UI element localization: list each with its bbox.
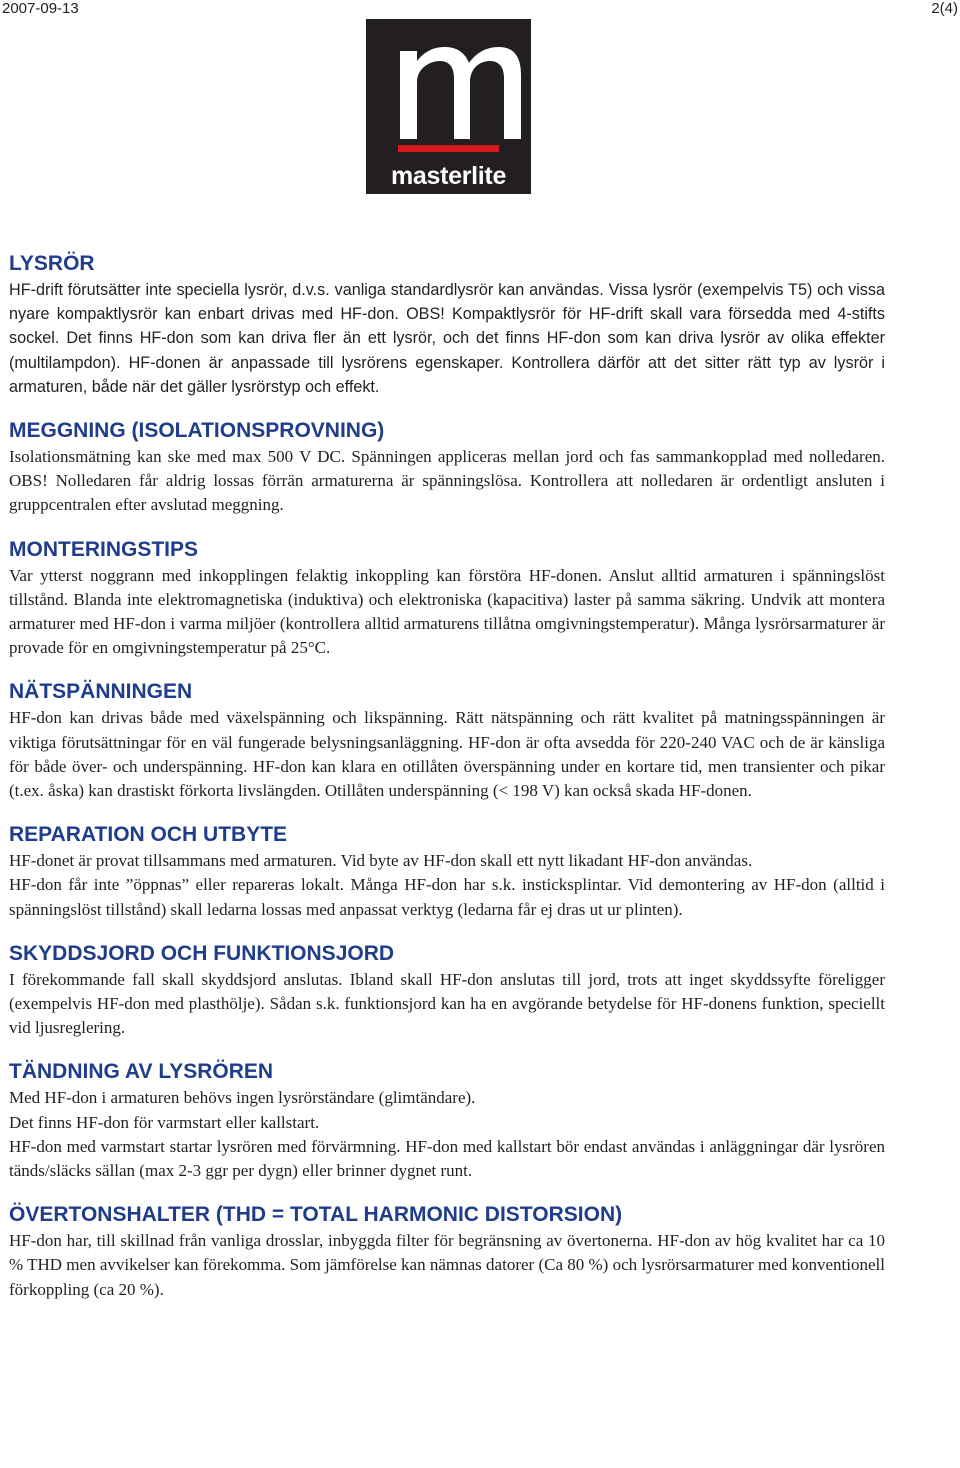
section-skyddsjord [9,942,885,1041]
section-title: MEGGNING (ISOLATIONSPROVNING) [9,419,385,443]
section-tandning [9,1060,885,1183]
section-meggning [9,419,885,518]
document-body [9,252,885,1322]
section-paragraph: Med HF-don i armaturen behövs ingen lysrörständare (glimtändare). [9,1088,476,1108]
section-overtonshalter [9,1203,885,1302]
section-title: MONTERINGSTIPS [9,537,199,561]
section-paragraph: HF-drift förutsätter inte speciella lysrör, d.v.s. vanliga standardlysrör kan användas. Vissa lysrör (exempelvis T5) och vissa nyare kompaktlysrör kan enbart drivas med HF-don. OBS! Kompaktlysrör för HF-drift skall vara försedda med 4-stifts sockel. Det finns HF-don som kan driva fler än ett lysrör, och det finns HF-don som kan driva lysrör av olika effekter (multilampdon). HF-donen är anpassade till lysrörens egenskaper. Kontrollera därför att det sitter rätt typ av lysrör i armaturen, både när det gäller lysrörstyp och effekt. [9,281,885,396]
masterlite-logo [366,19,531,194]
section-paragraph: Det finns HF-don för varmstart eller kallstart. [9,1112,320,1132]
page-number: 2(4) [931,0,958,17]
section-title: TÄNDNING AV LYSRÖREN [9,1060,274,1084]
section-title: NÄTSPÄNNINGEN [9,680,193,704]
section-reparation [9,823,885,922]
section-title: ÖVERTONSHALTER (THD = TOTAL HARMONIC DISTORSION) [9,1203,623,1227]
document-date: 2007-09-13 [2,0,79,17]
section-paragraph: HF-don har, till skillnad från vanliga drosslar, inbyggda filter för begränsning av övertonerna. HF-don av hög kvalitet har ca 10 % THD men avvikelser kan förekomma. Som jämförelse kan nämnas datorer (Ca 80 %) och lysrörsarmaturer med konventionell förkoppling (ca 20 %). [9,1231,885,1299]
section-paragraph: Isolationsmätning kan ske med max 500 V DC. Spänningen appliceras mellan jord och fas sammankopplad med nolledaren. OBS! Nolledaren får aldrig lossas förrän armaturerna är spänningslösa. Kontrollera att nolledaren är ordentligt ansluten i gruppcentralen efter avslutad meggning. [9,447,885,515]
section-paragraph: Var ytterst noggrann med inkopplingen felaktig inkoppling kan förstöra HF-donen. Anslut alltid armaturen i spänningslöst tillstånd. Blanda inte elektromagnetiska (induktiva) och elektroniska (kapacitiva) laster på samma säkring. Undvik att montera armaturer med HF-don i varma miljöer (kontrollera alltid armaturens tillåtna omgivningstemperatur). Många lysrörsarmaturer är provade för en omgivningstemperatur på 25°C. [9,565,885,658]
section-title: SKYDDSJORD OCH FUNKTIONSJORD [9,941,395,965]
section-paragraph: HF-don kan drivas både med växelspänning och likspänning. Rätt nätspänning och rätt kvalitet på matningsspänningen är viktiga förutsättningar för en väl fungerade belysningsanläggning. HF-don är ofta avsedda för 220-240 VAC och de är känsliga för både över- och underspänning. HF-don kan klara en otillåten överspänning under en kortare tid, men transienter och pikar (t.ex. åska) kan drastiskt förkorta livslängden. Otillåten underspänning (< 198 V) kan också skada HF-donen. [9,708,885,801]
logo-wordmark: masterlite [390,162,507,190]
section-title: LYSRÖR [9,252,95,275]
section-title: REPARATION OCH UTBYTE [9,823,288,847]
red-bar [398,145,499,152]
section-paragraph: HF-donet är provat tillsammans med armaturen. Vid byte av HF-don skall ett nytt likadant HF-don användas. [9,851,753,871]
section-monteringstips [9,538,885,661]
section-natspanningen [9,680,885,803]
section-paragraph: I förekommande fall skall skyddsjord anslutas. Ibland skall HF-don anslutas till jord, trots att inget skyddssyfte föreligger (exempelvis HF-don med plasthölje). Sådan s.k. funktionsjord kan ha en avgörande betydelse för HF-donens funktion, speciellt vid ljusreglering. [9,969,885,1038]
section-paragraph: HF-don får inte ”öppnas” eller repareras lokalt. Många HF-don har s.k. insticksplintar. Vid demontering av HF-don (alltid i spänningslöst tillstånd) skall ledarna lossas med anpassat verktyg (ledarna får ej dras ut ur plinten). [9,875,885,919]
section-lysror [9,252,885,399]
section-paragraph: HF-don med varmstart startar lysrören med förvärmning. HF-don med kallstart bör endast användas i anläggningar där lysrören tänds/släcks sällan (max 2-3 ggr per dygn) eller brinner dygnet runt. [9,1136,885,1181]
